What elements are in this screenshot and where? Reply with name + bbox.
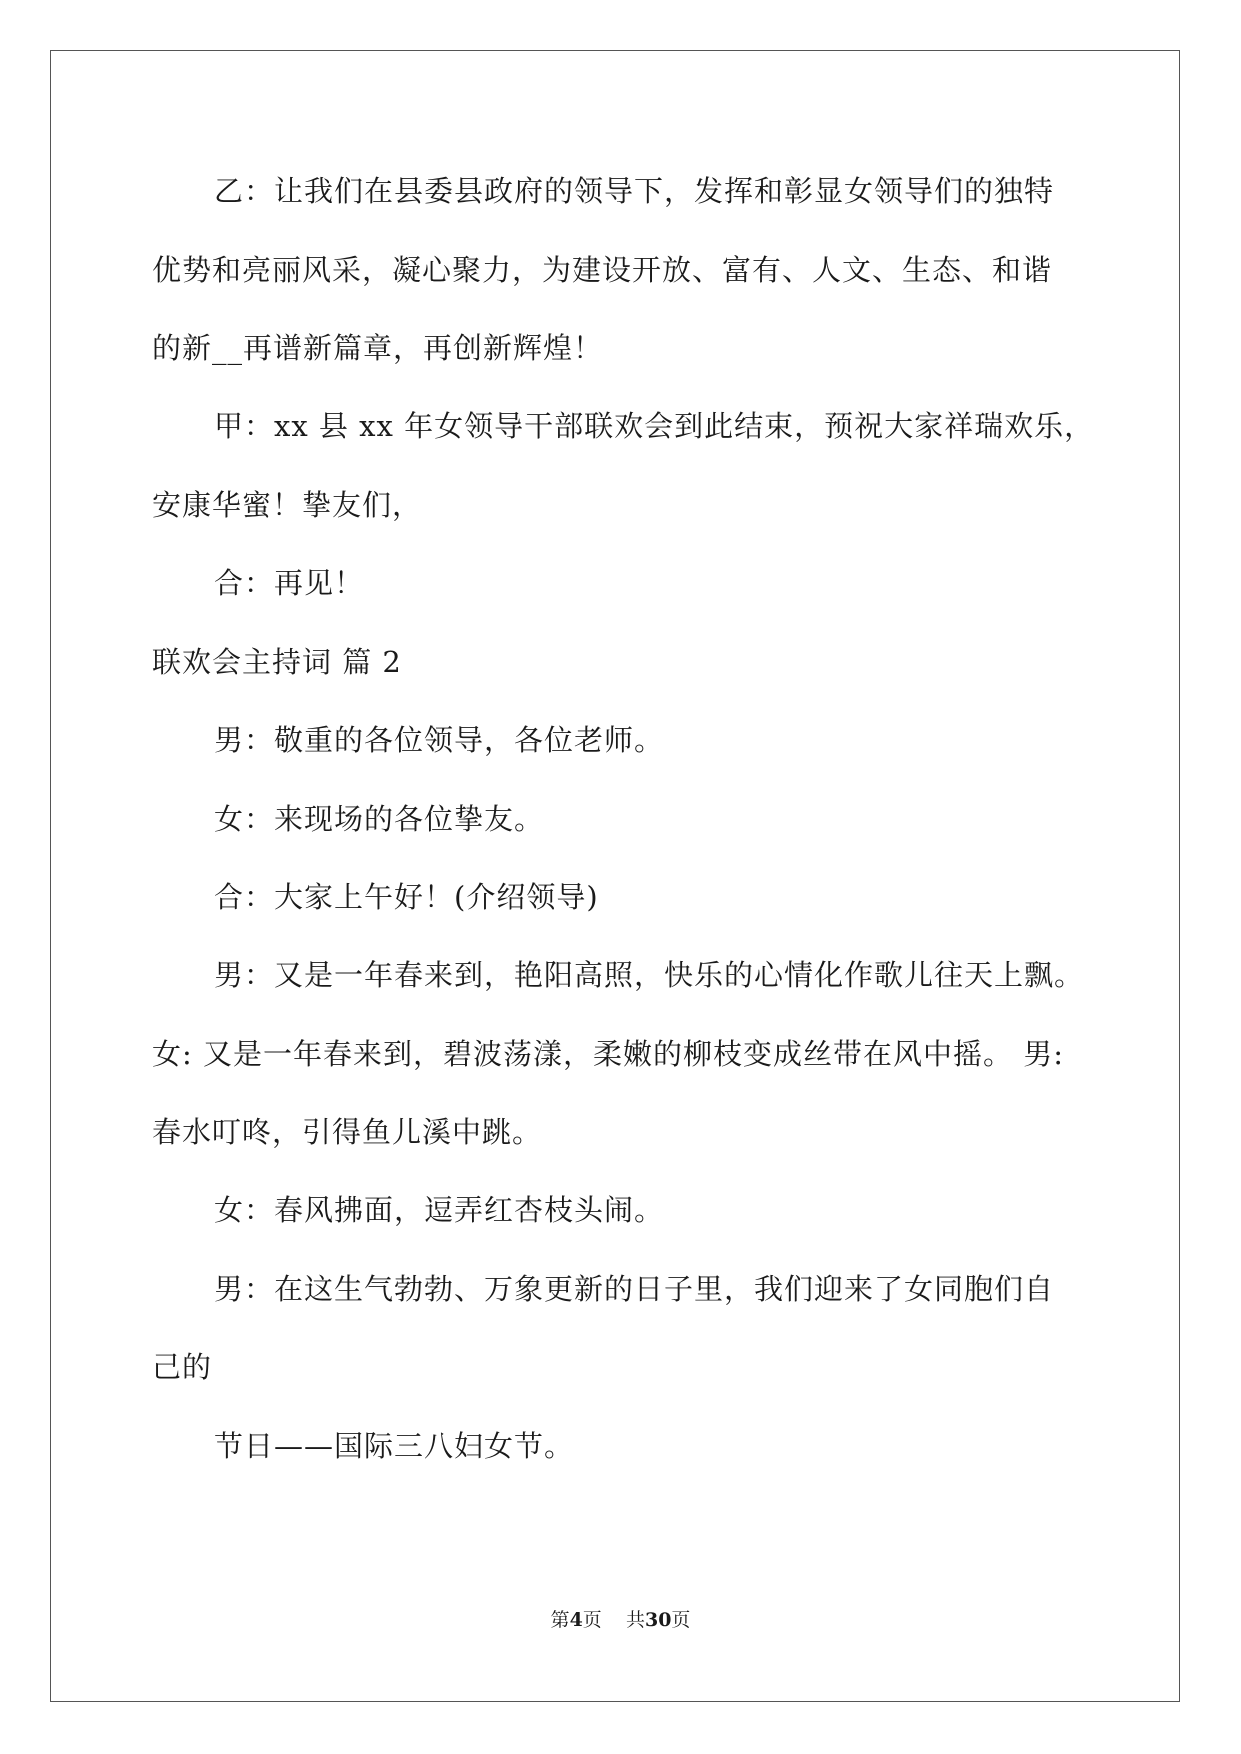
text-line-10: 合：大家上午好！(介绍领导): [214, 880, 599, 914]
text-line-17: 节日——国际三八妇女节。: [214, 1429, 575, 1463]
footer-total-pages: 30: [644, 1609, 672, 1631]
text-line-4: 甲：xx 县 xx 年女领导干部联欢会到此结束，预祝大家祥瑞欢乐，: [214, 409, 1095, 443]
text-line-6: 合：再见！: [214, 566, 365, 600]
text-line-13: 春水叮咚，引得鱼儿溪中跳。: [152, 1115, 543, 1149]
footer-page-number: 4: [569, 1609, 583, 1631]
text-line-1: 乙：让我们在县委县政府的领导下，发挥和彰显女领导们的独特: [214, 174, 1055, 208]
footer-suffix: 页: [671, 1609, 691, 1631]
text-line-16: 己的: [152, 1350, 213, 1384]
page-footer: [0, 1608, 1241, 1632]
footer-mid: 页 共: [582, 1609, 645, 1631]
text-line-8: 男：敬重的各位领导，各位老师。: [214, 723, 665, 757]
text-line-5: 安康华蜜！挚友们，: [152, 488, 423, 522]
section-heading: 联欢会主持词 篇 2: [152, 645, 402, 679]
footer-prefix: 第: [550, 1609, 570, 1631]
text-line-14: 女：春风拂面，逗弄红杏枝头闹。: [214, 1193, 665, 1227]
text-line-11: 男：又是一年春来到，艳阳高照，快乐的心情化作歌儿往天上飘。: [214, 958, 1085, 992]
text-line-12: 女: 又是一年春来到，碧波荡漾，柔嫩的柳枝变成丝带在风中摇。 男:: [152, 1037, 1064, 1071]
text-line-3: 的新__再谱新篇章，再创新辉煌！: [152, 331, 604, 365]
text-line-9: 女：来现场的各位挚友。: [214, 802, 545, 836]
text-line-15: 男：在这生气勃勃、万象更新的日子里，我们迎来了女同胞们自: [214, 1272, 1055, 1306]
text-line-2: 优势和亮丽风采，凝心聚力，为建设开放、富有、人文、生态、和谐: [152, 253, 1053, 287]
